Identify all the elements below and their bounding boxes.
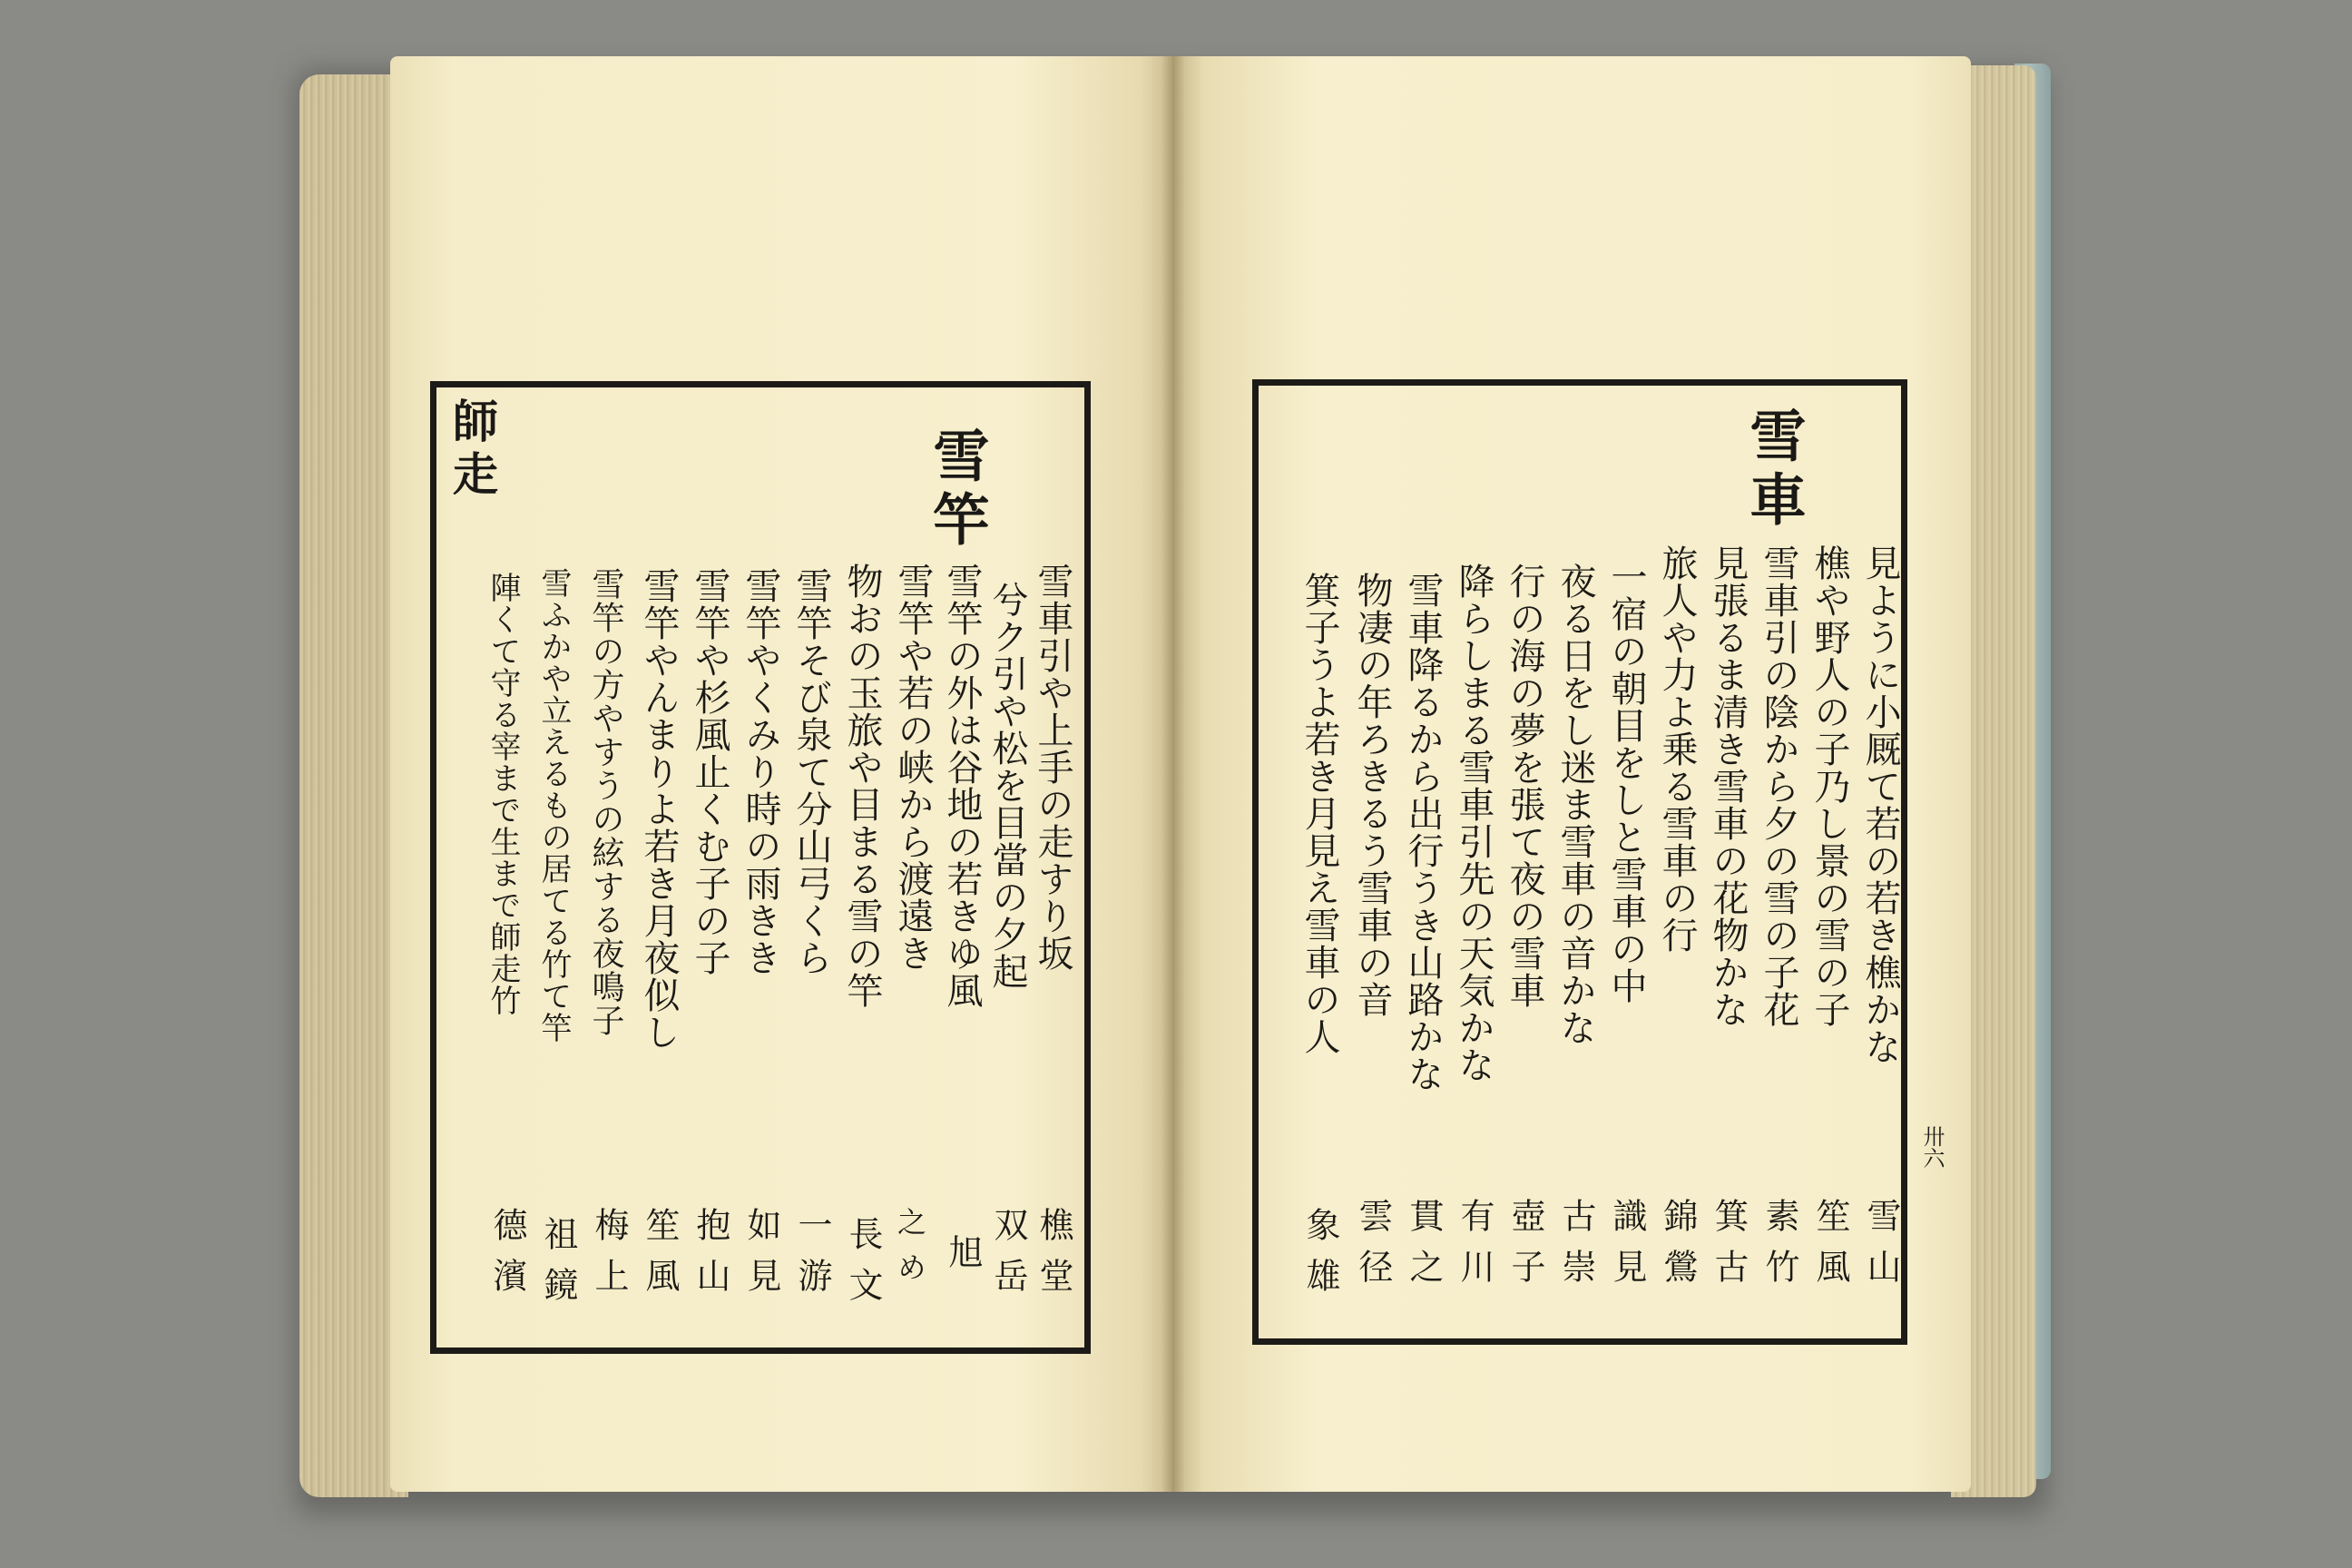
poem-poet: 壺子 bbox=[1505, 1198, 1545, 1299]
poem-verse: 物おの玉旅や目まる雪の竿 bbox=[841, 563, 883, 1009]
poem-verse: 雪車降るから出行うき山路かな bbox=[1402, 572, 1444, 1093]
poem-poet: 雪山 bbox=[1861, 1198, 1901, 1299]
poem-verse: 旅人や力よ乗る雪車の行 bbox=[1656, 544, 1698, 954]
left-section-title: 雪竿 bbox=[924, 426, 990, 554]
poem-verse: 一宿の朝目をしと雪車の中 bbox=[1605, 558, 1647, 1004]
poem-poet: 箕古 bbox=[1709, 1198, 1749, 1299]
left-closing-title: 師走 bbox=[446, 397, 499, 503]
page-folio-number: 卅六 bbox=[1919, 1125, 1945, 1169]
poem-poet: 祖鏡 bbox=[538, 1216, 578, 1318]
poem-poet: 長文 bbox=[843, 1216, 883, 1318]
poem-poet: 樵堂 bbox=[1034, 1207, 1073, 1308]
poem-poet: 双岳 bbox=[988, 1207, 1028, 1308]
poem-verse: 雪竿や若の峡から渡遠き bbox=[892, 563, 934, 972]
poem-poet: 錦鶯 bbox=[1658, 1198, 1698, 1299]
poem-poet: 貫之 bbox=[1404, 1198, 1444, 1299]
poem-verse: 物凄の年ろきるう雪車の音 bbox=[1351, 572, 1393, 1018]
poem-verse: 兮ク引や松を目當の夕起 bbox=[986, 581, 1028, 990]
right-section-title: 雪車 bbox=[1740, 407, 1807, 534]
poem-poet: 德濱 bbox=[487, 1207, 527, 1308]
poem-poet: 識見 bbox=[1607, 1198, 1647, 1299]
poem-poet: 梅上 bbox=[589, 1207, 629, 1308]
poem-poet: 象雄 bbox=[1300, 1207, 1340, 1308]
poem-verse: 見ように小厩て若の若き樵かな bbox=[1859, 544, 1901, 1065]
poem-verse: 雪車引や上手の走すり坂 bbox=[1032, 563, 1073, 972]
poem-poet: 之め bbox=[893, 1207, 927, 1298]
poem-poet: 旭 bbox=[943, 1234, 983, 1285]
poem-poet: 素竹 bbox=[1759, 1198, 1799, 1299]
poem-verse: 雪竿の外は谷地の若きゆ風 bbox=[941, 563, 983, 1009]
poem-verse: 雪ふかや立えるもの居てる竹て竿 bbox=[535, 567, 572, 1044]
poem-verse: 陣くて守る宰まで生まで師走竹 bbox=[485, 572, 521, 1016]
poem-verse: 降らしまる雪車引先の天気かな bbox=[1453, 563, 1494, 1083]
poem-poet: 抱山 bbox=[691, 1207, 730, 1308]
poem-poet: 雲径 bbox=[1353, 1198, 1393, 1299]
poem-verse: 雪車引の陰から夕の雪の子花 bbox=[1758, 544, 1799, 1028]
poem-poet: 笙風 bbox=[640, 1207, 680, 1308]
poem-verse: 雪竿やんまりよ若き月夜似し bbox=[638, 567, 680, 1051]
poem-verse: 雪竿の方やすうの絃する夜鳴子 bbox=[587, 567, 624, 1037]
poem-verse: 雪竿そび泉て分山弓くら bbox=[790, 567, 832, 976]
poem-verse: 雪竿やくみり時の雨きき bbox=[740, 567, 781, 976]
poem-verse: 箕子うよ若き月見え雪車の人 bbox=[1298, 572, 1340, 1055]
poem-verse: 見張るま清き雪車の花物かな bbox=[1707, 544, 1749, 1028]
poem-poet: 一游 bbox=[792, 1207, 832, 1308]
poem-verse: 夜る日をし迷ま雪車の音かな bbox=[1554, 563, 1596, 1046]
poem-verse: 行の海の夢を張て夜の雪車 bbox=[1504, 563, 1545, 1009]
poem-verse: 樵や野人の子乃し景の雪の子 bbox=[1808, 544, 1850, 1028]
book-gutter bbox=[1161, 56, 1185, 1492]
poem-poet: 笙風 bbox=[1810, 1198, 1850, 1299]
poem-poet: 如見 bbox=[741, 1207, 781, 1308]
poem-poet: 古崇 bbox=[1556, 1198, 1596, 1299]
poem-poet: 有川 bbox=[1455, 1198, 1494, 1299]
poem-verse: 雪竿や杉風止くむ子の子 bbox=[689, 567, 730, 976]
